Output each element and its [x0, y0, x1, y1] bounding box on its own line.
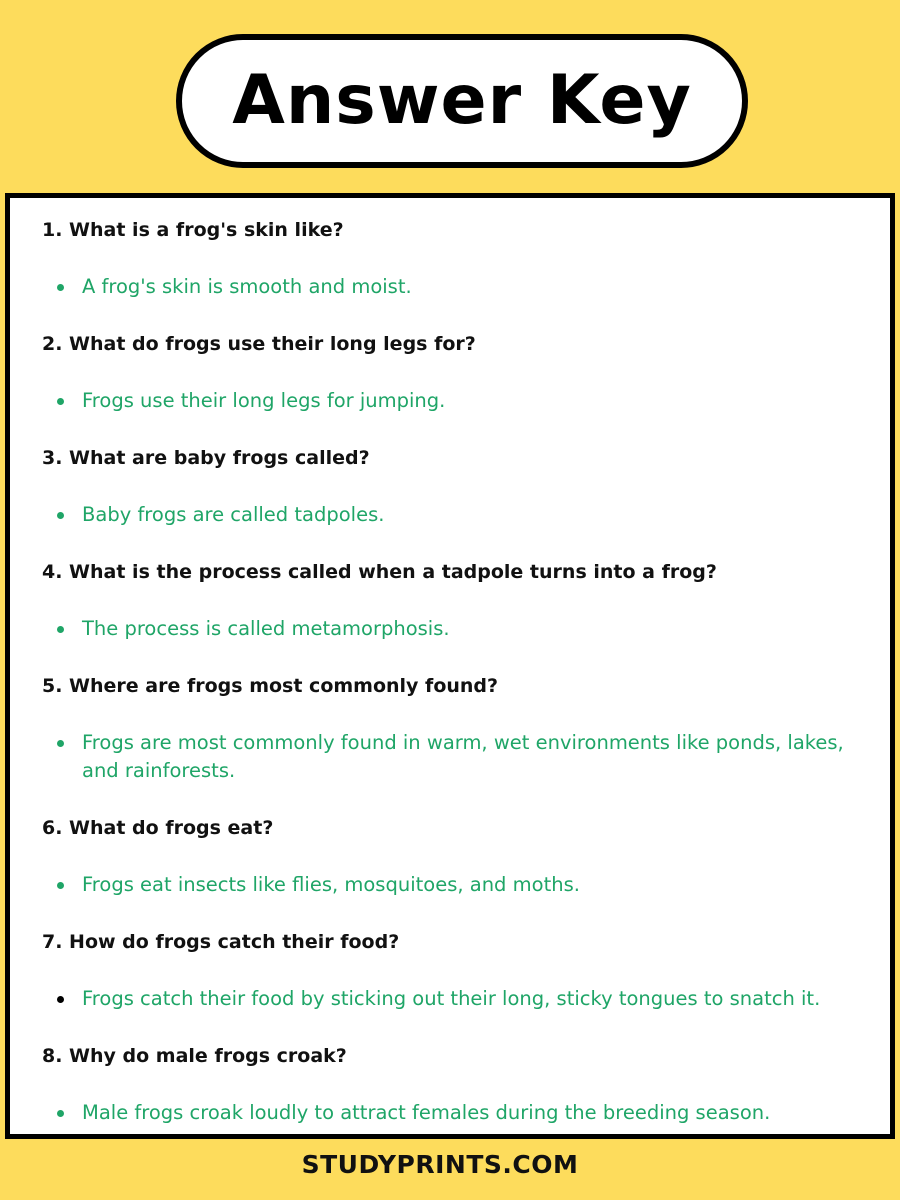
question-8: 8. Why do male frogs croak?: [42, 1045, 347, 1067]
qa-item-1: [42, 216, 860, 301]
bullet-icon: [57, 626, 64, 633]
answer-3-text: Baby frogs are called tadpoles.: [82, 503, 385, 526]
answer-5: [42, 729, 860, 785]
bullet-icon: [57, 882, 64, 889]
answer-4-text: The process is called metamorphosis.: [82, 617, 450, 640]
qa-item-3: [42, 444, 860, 529]
qa-list: [42, 216, 860, 1156]
qa-item-8: [42, 1042, 860, 1127]
answer-panel: [5, 193, 895, 1139]
bullet-icon: [57, 1110, 64, 1117]
page-title: Answer Key: [232, 61, 692, 140]
answer-6-text: Frogs eat insects like flies, mosquitoes, and moths.: [82, 873, 580, 896]
question-3: 3. What are baby frogs called?: [42, 447, 370, 469]
answer-8: [42, 1099, 860, 1127]
answer-1-text: A frog's skin is smooth and moist.: [82, 275, 412, 298]
answer-7-text: Frogs catch their food by sticking out their long, sticky tongues to snatch it.: [82, 987, 821, 1010]
answer-7: [42, 985, 860, 1013]
bullet-icon: [57, 284, 64, 291]
qa-item-7: [42, 928, 860, 1013]
answer-6: [42, 871, 860, 899]
answer-5-text: Frogs are most commonly found in warm, wet environments like ponds, lakes, and rainforests.: [82, 731, 844, 782]
answer-3: [42, 501, 860, 529]
bullet-icon: [57, 996, 64, 1003]
answer-8-text: Male frogs croak loudly to attract females during the breeding season.: [82, 1101, 771, 1124]
qa-item-5: [42, 672, 860, 785]
question-6: 6. What do frogs eat?: [42, 817, 274, 839]
question-1: 1. What is a frog's skin like?: [42, 219, 344, 241]
question-7: 7. How do frogs catch their food?: [42, 931, 400, 953]
qa-item-2: [42, 330, 860, 415]
bullet-icon: [57, 512, 64, 519]
answer-2: [42, 387, 860, 415]
answer-4: [42, 615, 860, 643]
question-5: 5. Where are frogs most commonly found?: [42, 675, 499, 697]
qa-item-4: [42, 558, 860, 643]
bullet-icon: [57, 740, 64, 747]
qa-item-6: [42, 814, 860, 899]
answer-1: [42, 273, 860, 301]
question-2: 2. What do frogs use their long legs for?: [42, 333, 476, 355]
title-banner: [176, 34, 748, 168]
answer-2-text: Frogs use their long legs for jumping.: [82, 389, 446, 412]
footer-site-name: STUDYPRINTS.COM: [301, 1150, 579, 1179]
bullet-icon: [57, 398, 64, 405]
question-4: 4. What is the process called when a tadpole turns into a frog?: [42, 561, 717, 583]
